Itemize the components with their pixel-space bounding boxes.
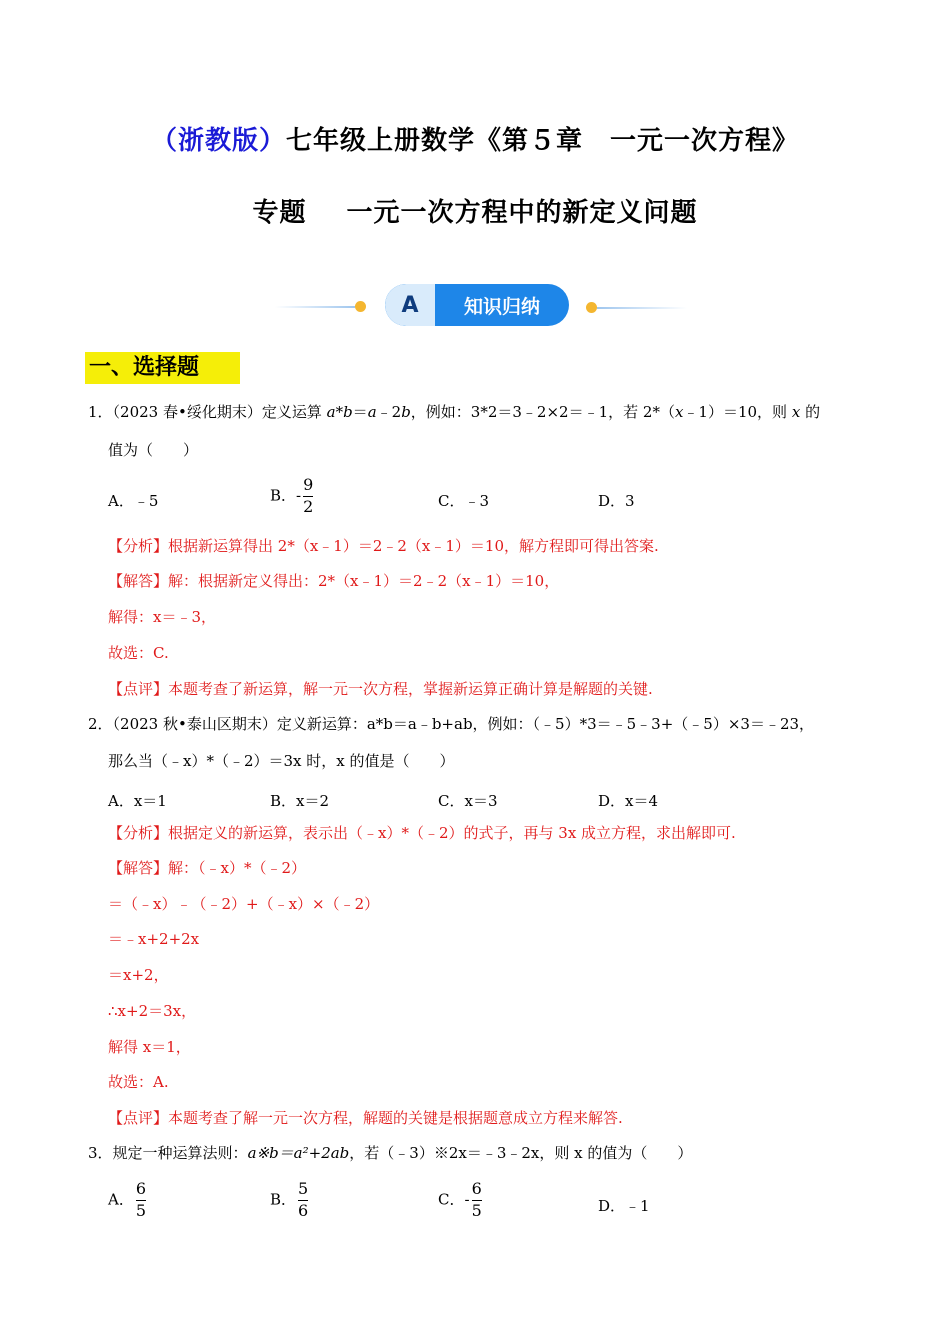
q3-option-c-fraction: $\frac{6}{5}$: [471, 1179, 482, 1220]
q3-option-a: A． $\frac{6}{5}$: [108, 1179, 147, 1220]
q1-choice: 故选：C.: [108, 644, 169, 662]
section-title: 一、选择题: [85, 352, 240, 384]
q1-comment: 【点评】本题考查了新运算，解一元一次方程，掌握新运算正确计算是解题的关键.: [108, 680, 653, 698]
q3-line1: 3．规定一种运算法则：a※b＝a²+2ab，若（﹣3）※2x＝﹣3﹣2x，则 x 的值为（ ）: [88, 1144, 693, 1162]
publisher-label: （浙教版）: [150, 126, 286, 156]
q1-solve-line: 解得：x＝﹣3，: [108, 608, 217, 626]
q2-option-a: A．x＝1: [108, 792, 167, 810]
q1-line1: 1．（2023 春•绥化期末）定义运算 a*b＝a﹣2b，例如：3*2＝3﹣2×2＝﹣1，若 2*（x﹣1）＝10，则 x 的: [88, 403, 821, 421]
left-decor-line: [275, 306, 355, 308]
q2-step: ＝（﹣x）﹣（﹣2）+（﹣x）×（﹣2）: [108, 895, 380, 913]
q2-option-b: B．x＝2: [270, 792, 330, 810]
q3-option-a-fraction: $\frac{6}{5}$: [135, 1179, 147, 1220]
q2-comment: 【点评】本题考查了解一元一次方程，解题的关键是根据题意成立方程来解答.: [108, 1109, 623, 1127]
q1-number: 1．: [88, 403, 113, 421]
q2-analysis: 【分析】根据定义的新运算，表示出（﹣x）*（﹣2）的式子，再与 3x 成立方程，求出解即可.: [108, 824, 736, 842]
q1-solution: 【解答】解：根据新定义得出：2*（x﹣1）＝2﹣2（x﹣1）＝10，: [108, 572, 560, 590]
q1-line2: 值为（ ）: [108, 441, 199, 459]
q1-option-c: C．﹣3: [438, 492, 490, 510]
subtitle-left: 专题: [252, 198, 307, 228]
q2-step: ＝x+2，: [108, 966, 169, 984]
q2-option-c: C．x＝3: [438, 792, 498, 810]
subtitle-right: 一元一次方程中的新定义问题: [346, 198, 698, 228]
q2-step: ∴x+2＝3x，: [108, 1002, 197, 1020]
q2-solution: 【解答】解：（﹣x）*（﹣2）: [108, 859, 307, 877]
q2-line1: 2．（2023 秋•泰山区期末）定义新运算：a*b＝a﹣b+ab，例如：（﹣5）*3＝﹣5﹣3+（﹣5）×3＝﹣23，: [88, 715, 815, 733]
left-decor-dot: [355, 301, 366, 312]
q1-option-d: D．3: [598, 492, 635, 510]
q3-option-b: B． $\frac{5}{6}$: [270, 1179, 309, 1220]
q3-option-b-fraction: $\frac{5}{6}$: [298, 1179, 309, 1220]
title-text: 七年级上册数学《第５章 一元一次方程》: [286, 126, 800, 156]
section-badge: [385, 284, 569, 326]
q2-step: 故选：A.: [108, 1073, 169, 1091]
right-decor-line: [597, 307, 687, 309]
badge-letter: A: [385, 284, 435, 326]
right-decor-dot: [586, 302, 597, 313]
q2-number: 2．: [88, 715, 113, 733]
q3-number: 3．: [88, 1144, 113, 1162]
q1-option-a: A．﹣5: [108, 492, 159, 510]
q2-line2: 那么当（﹣x）*（﹣2）＝3x 时，x 的值是（ ）: [108, 752, 455, 770]
q1-analysis: 【分析】根据新运算得出 2*（x﹣1）＝2﹣2（x﹣1）＝10，解方程即可得出答案.: [108, 537, 659, 555]
q2-option-d: D．x＝4: [598, 792, 659, 810]
q1-option-b: B．- $\frac{9}{2}$: [270, 475, 314, 516]
page-title: [0, 120, 950, 157]
page-subtitle: [0, 192, 950, 229]
q3-option-c: C．- $\frac{6}{5}$: [438, 1179, 482, 1220]
q2-step: ＝﹣x+2+2x: [108, 930, 200, 948]
q1-option-b-fraction: $\frac{9}{2}$: [303, 475, 314, 516]
q3-option-d: D．﹣1: [598, 1197, 650, 1215]
badge-label: 知识归纳: [463, 295, 540, 318]
q2-step: 解得 x＝1，: [108, 1038, 191, 1056]
